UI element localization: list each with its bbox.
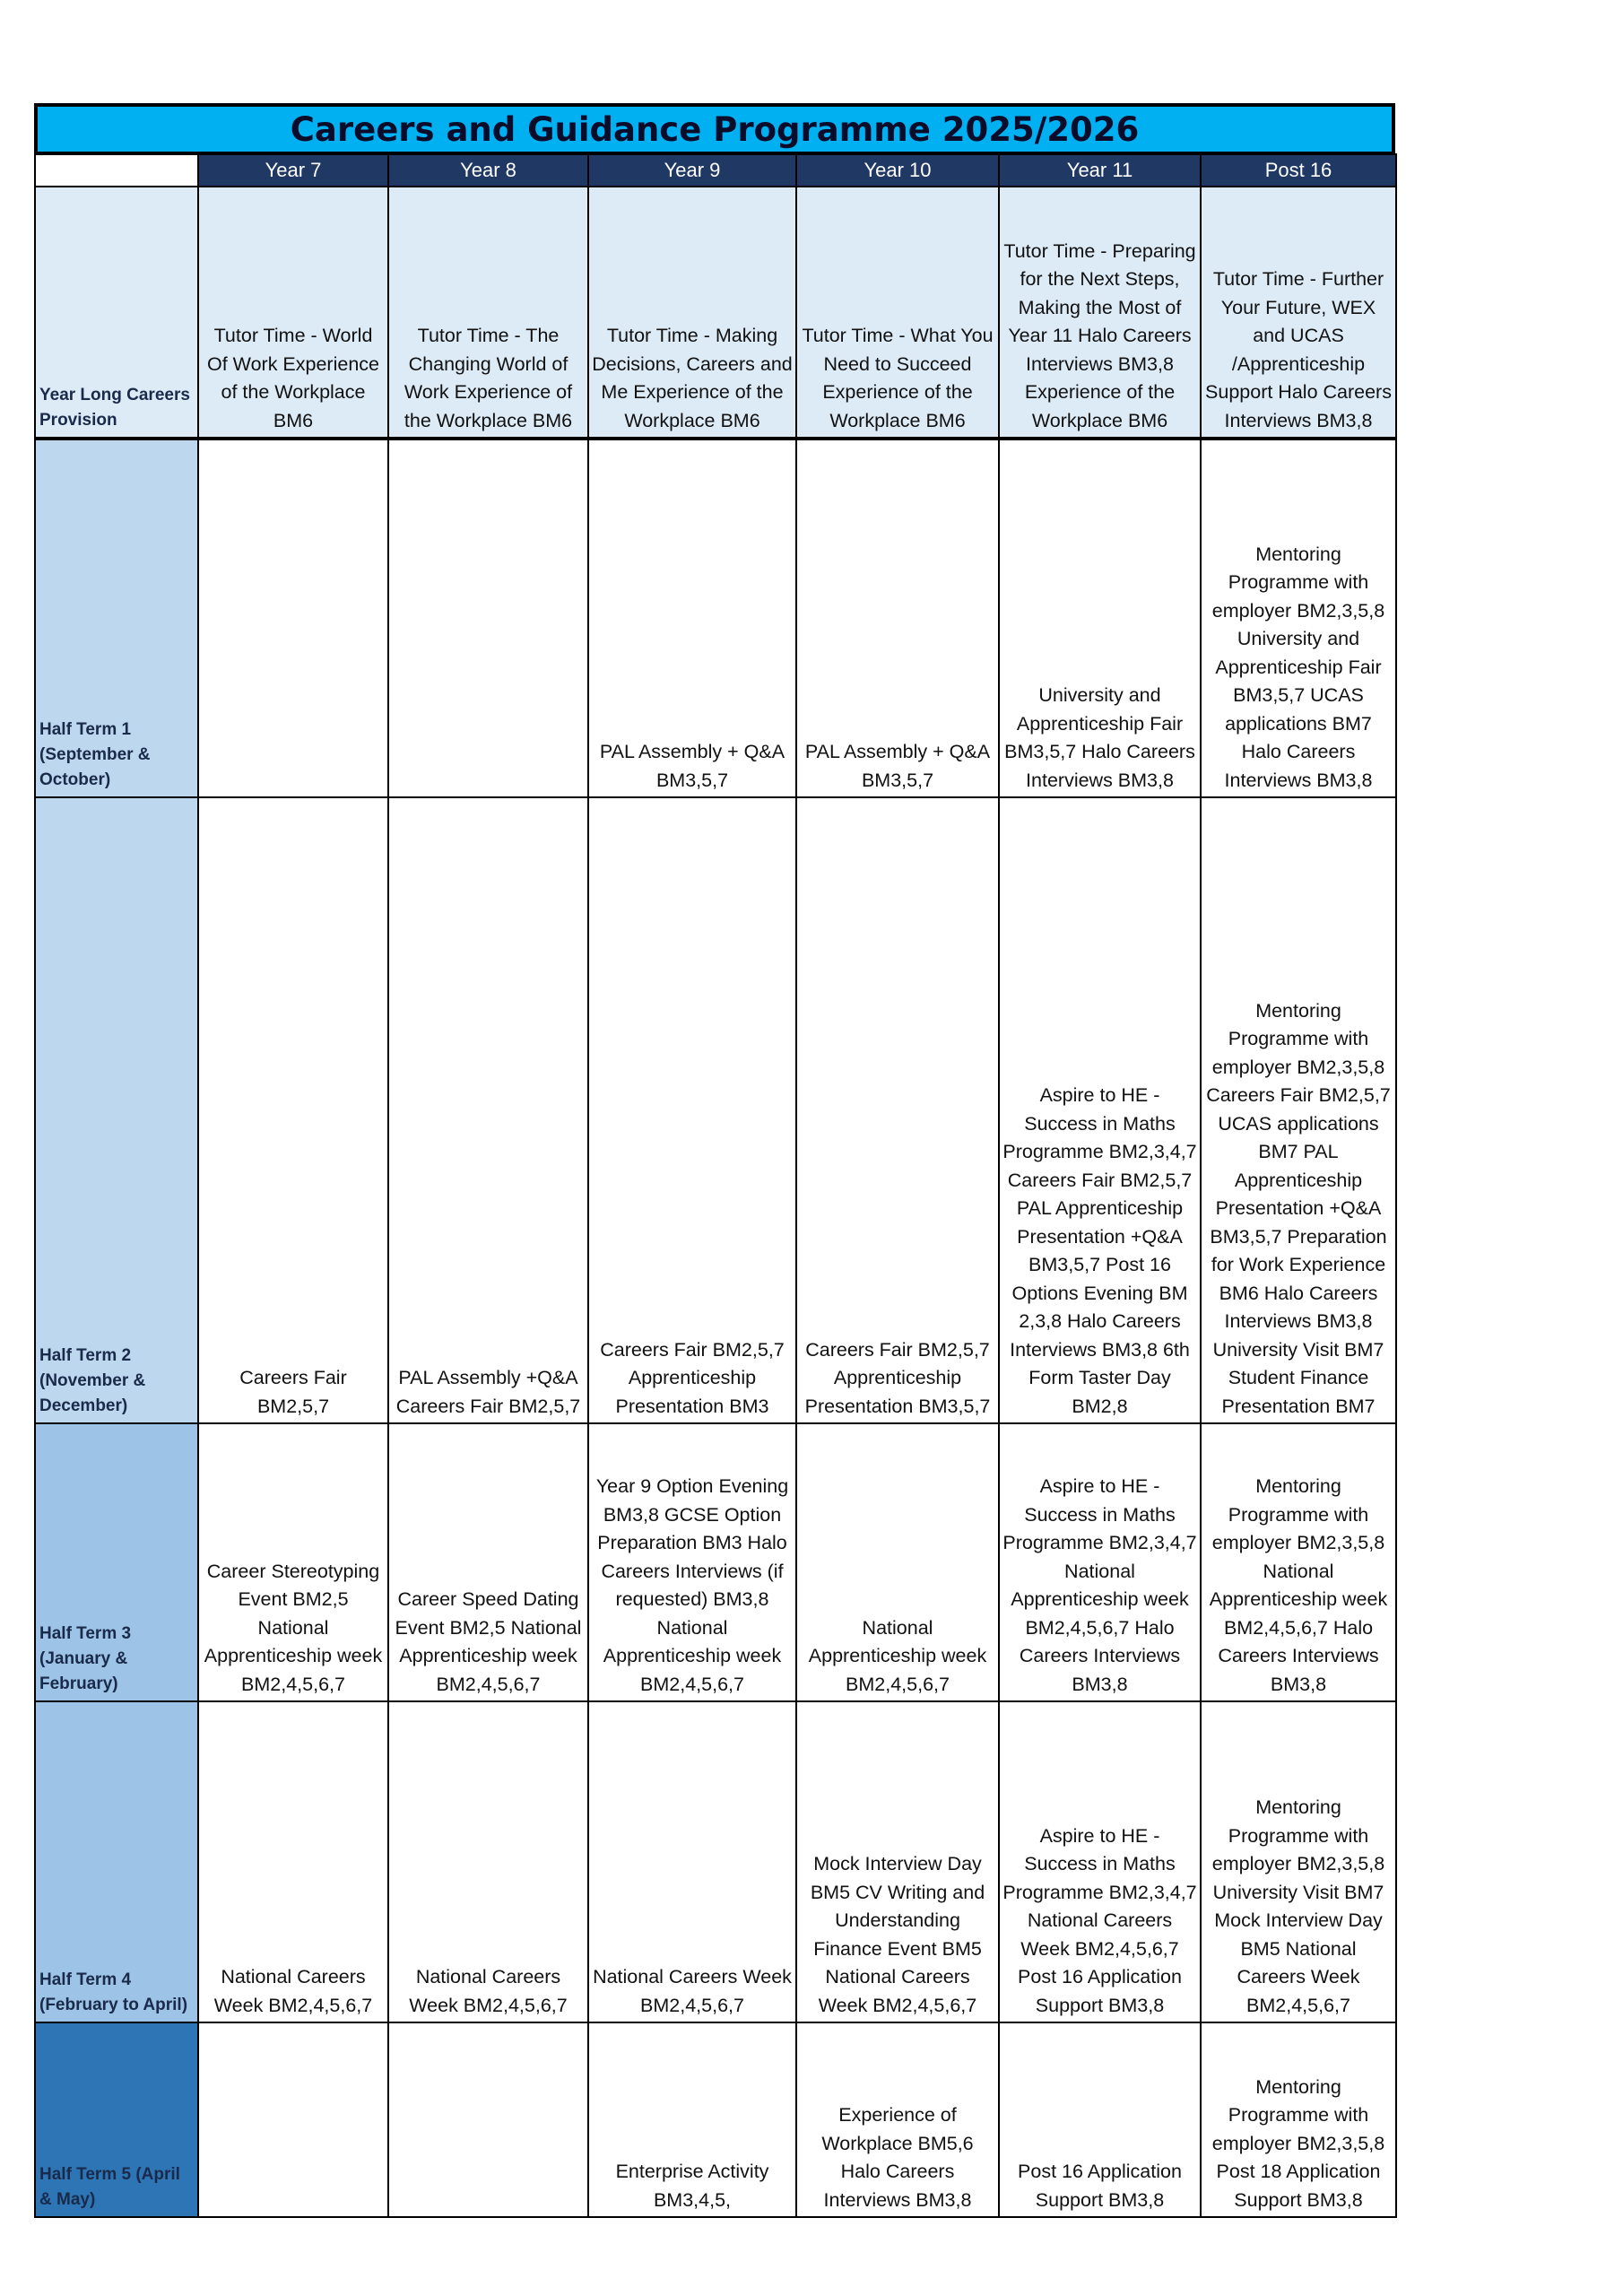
cell-year-8: Career Speed Dating Event BM2,5 National Apprenticeship week BM2,4,5,6,7 xyxy=(388,1423,588,1701)
cell-year-11: Aspire to HE - Success in Maths Programme BM2,3,4,7 National Careers Week BM2,4,5,6,7 Post 16 Application Support BM3,8 xyxy=(999,1701,1201,2022)
cell-post-16: Mentoring Programme with employer BM2,3,5,8 University and Apprenticeship Fair BM3,5,7 UCAS applications BM7 Halo Careers Interviews BM3,8 xyxy=(1201,439,1396,797)
cell-year-10: Tutor Time - What You Need to Succeed Experience of the Workplace BM6 xyxy=(796,187,999,439)
cell-year-10: Experience of Workplace BM5,6 Halo Careers Interviews BM3,8 xyxy=(796,2022,999,2217)
row-half-term-3 xyxy=(35,1423,1396,1701)
row-label: Half Term 1 (September & October) xyxy=(35,439,198,797)
cell-post-16: Mentoring Programme with employer BM2,3,5,8 University Visit BM7 Mock Interview Day BM5 National Careers Week BM2,4,5,6,7 xyxy=(1201,1701,1396,2022)
cell-year-8 xyxy=(388,439,588,797)
row-label: Half Term 4 (February to April) xyxy=(35,1701,198,2022)
row-half-term-1 xyxy=(35,439,1396,797)
column-header-row xyxy=(35,154,1396,187)
cell-year-7 xyxy=(198,439,388,797)
cell-year-10: Careers Fair BM2,5,7 Apprenticeship Presentation BM3,5,7 xyxy=(796,797,999,1423)
row-half-term-5 xyxy=(35,2022,1396,2217)
cell-year-7: Tutor Time - World Of Work Experience of the Workplace BM6 xyxy=(198,187,388,439)
cell-year-9: Tutor Time - Making Decisions, Careers and Me Experience of the Workplace BM6 xyxy=(588,187,796,439)
careers-programme-sheet xyxy=(34,103,1395,2218)
cell-year-7 xyxy=(198,2022,388,2217)
column-header-year-8: Year 8 xyxy=(388,154,588,187)
cell-year-9: National Careers Week BM2,4,5,6,7 xyxy=(588,1701,796,2022)
cell-post-16: Tutor Time - Further Your Future, WEX and UCAS /Apprenticeship Support Halo Careers Interviews BM3,8 xyxy=(1201,187,1396,439)
cell-year-7: Careers Fair BM2,5,7 xyxy=(198,797,388,1423)
cell-year-9: Careers Fair BM2,5,7 Apprenticeship Presentation BM3 xyxy=(588,797,796,1423)
column-header-year-9: Year 9 xyxy=(588,154,796,187)
cell-year-11: Tutor Time - Preparing for the Next Steps, Making the Most of Year 11 Halo Careers Interviews BM3,8 Experience of the Workplace BM6 xyxy=(999,187,1201,439)
cell-post-16: Mentoring Programme with employer BM2,3,5,8 National Apprenticeship week BM2,4,5,6,7 Halo Careers Interviews BM3,8 xyxy=(1201,1423,1396,1701)
cell-year-10: National Apprenticeship week BM2,4,5,6,7 xyxy=(796,1423,999,1701)
row-half-term-2 xyxy=(35,797,1396,1423)
cell-year-7: Career Stereotyping Event BM2,5 National Apprenticeship week BM2,4,5,6,7 xyxy=(198,1423,388,1701)
cell-year-11: Aspire to HE - Success in Maths Programme BM2,3,4,7 Careers Fair BM2,5,7 PAL Apprenticeship Presentation +Q&A BM3,5,7 Post 16 Options Evening BM 2,3,8 Halo Careers Interviews BM3,8 6th Form Taster Day BM2,8 xyxy=(999,797,1201,1423)
row-label: Half Term 2 (November & December) xyxy=(35,797,198,1423)
cell-post-16: Mentoring Programme with employer BM2,3,5,8 Careers Fair BM2,5,7 UCAS applications BM7 PAL Apprenticeship Presentation +Q&A BM3,5,7 Preparation for Work Experience BM6 Halo Careers Interviews BM3,8 University Visit BM7 Student Finance Presentation BM7 xyxy=(1201,797,1396,1423)
row-year-long xyxy=(35,187,1396,439)
row-label: Year Long Careers Provision xyxy=(35,187,198,439)
row-label: Half Term 5 (April & May) xyxy=(35,2022,198,2217)
cell-year-8 xyxy=(388,2022,588,2217)
header-corner xyxy=(35,154,198,187)
cell-year-8: National Careers Week BM2,4,5,6,7 xyxy=(388,1701,588,2022)
cell-year-8: PAL Assembly +Q&A Careers Fair BM2,5,7 xyxy=(388,797,588,1423)
sheet-title: Careers and Guidance Programme 2025/2026 xyxy=(34,103,1395,153)
cell-year-7: National Careers Week BM2,4,5,6,7 xyxy=(198,1701,388,2022)
cell-year-9: Enterprise Activity BM3,4,5, xyxy=(588,2022,796,2217)
row-label: Half Term 3 (January & February) xyxy=(35,1423,198,1701)
cell-post-16: Mentoring Programme with employer BM2,3,5,8 Post 18 Application Support BM3,8 xyxy=(1201,2022,1396,2217)
cell-year-10: PAL Assembly + Q&A BM3,5,7 xyxy=(796,439,999,797)
row-half-term-4 xyxy=(35,1701,1396,2022)
column-header-year-10: Year 10 xyxy=(796,154,999,187)
column-header-post-16: Post 16 xyxy=(1201,154,1396,187)
cell-year-11: University and Apprenticeship Fair BM3,5,7 Halo Careers Interviews BM3,8 xyxy=(999,439,1201,797)
cell-year-10: Mock Interview Day BM5 CV Writing and Understanding Finance Event BM5 National Careers Week BM2,4,5,6,7 xyxy=(796,1701,999,2022)
column-header-year-11: Year 11 xyxy=(999,154,1201,187)
cell-year-11: Post 16 Application Support BM3,8 xyxy=(999,2022,1201,2217)
cell-year-11: Aspire to HE - Success in Maths Programme BM2,3,4,7 National Apprenticeship week BM2,4,5,6,7 Halo Careers Interviews BM3,8 xyxy=(999,1423,1201,1701)
cell-year-9: PAL Assembly + Q&A BM3,5,7 xyxy=(588,439,796,797)
cell-year-9: Year 9 Option Evening BM3,8 GCSE Option Preparation BM3 Halo Careers Interviews (if requested) BM3,8 National Apprenticeship week BM2,4,5,6,7 xyxy=(588,1423,796,1701)
column-header-year-7: Year 7 xyxy=(198,154,388,187)
cell-year-8: Tutor Time - The Changing World of Work Experience of the Workplace BM6 xyxy=(388,187,588,439)
programme-table xyxy=(34,153,1397,2218)
